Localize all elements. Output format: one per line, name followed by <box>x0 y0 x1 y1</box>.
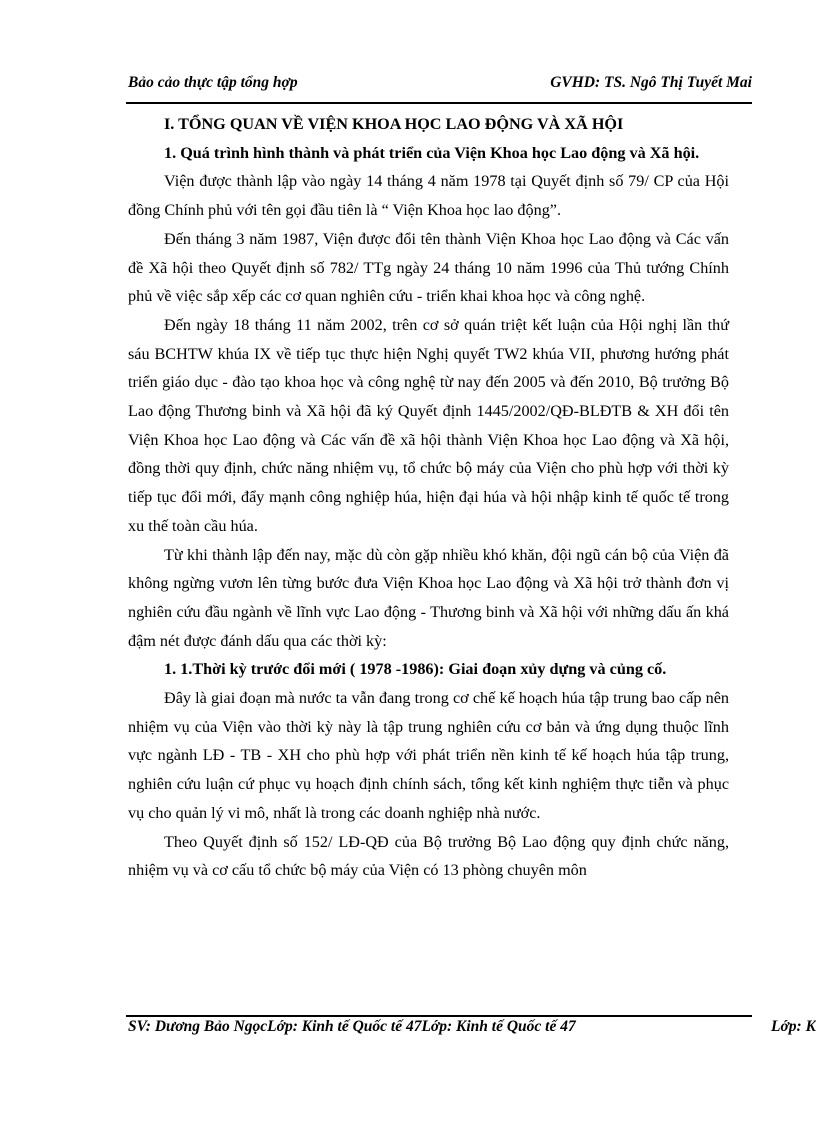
header-supervisor: GVHD: TS. Ngô Thị Tuyết Mai <box>550 74 752 91</box>
subsection-heading: 1. Quá trình hình thành và phát triển của Viện Khoa học Lao động và Xã hội. <box>164 143 700 162</box>
section-title: I. TỔNG QUAN VỀ VIỆN KHOA HỌC LAO ĐỘNG VÀ XÃ HỘI <box>164 115 624 133</box>
body-paragraph: Từ khi thành lập đến nay, mặc dù còn gặp nhiều khó khăn, đội ngũ cán bộ của Viện đã không ngừng vươn lên từng bước đưa Viện Khoa học Lao động và Xã hội trở thành đơn vị nghiên cứu đầu ngành về lĩnh vực Lao động - Thương binh và Xã hội với những dấu ấn khá đậm nét được đánh dấu qua các thời kỳ: <box>128 545 729 650</box>
body-paragraph: Đây là giai đoạn mà nước ta vẫn đang trong cơ chế kế hoạch húa tập trung bao cấp nên nhiệm vụ của Viện vào thời kỳ này là tập trung nghiên cứu cơ bản và ứng dụng thuộc lĩnh vực ngành LĐ - TB - XH cho phù hợp với phát triển nền kinh tế kế hoạch húa tập trung, nghiên cứu luận cứ phục vụ hoạch định chính sách, tổng kết kinh nghiệm thực tiễn và phục vụ cho quản lý vi mô, nhất là trong các doanh nghiệp nhà nước. <box>128 689 729 822</box>
document-body <box>128 110 729 885</box>
body-paragraph: Theo Quyết định số 152/ LĐ-QĐ của Bộ trưởng Bộ Lao động quy định chức năng, nhiệm vụ và cơ cấu tổ chức bộ máy của Viện có 13 phòng chuyên môn <box>128 832 729 880</box>
page-header <box>128 74 752 100</box>
page-footer <box>128 1018 816 1042</box>
footer-divider <box>126 1015 752 1017</box>
header-divider <box>126 102 752 104</box>
footer-student-info: SV: Dương Bảo NgọcLớp: Kinh tế Quốc tế 47Lớp: Kinh tế Quốc tế 47 <box>128 1018 576 1035</box>
body-paragraph: Viện được thành lập vào ngày 14 tháng 4 năm 1978 tại Quyết định số 79/ CP của Hội đồng Chính phủ với tên gọi đầu tiên là “ Viện Khoa học lao động”. <box>128 172 729 220</box>
body-paragraph: Đến ngày 18 tháng 11 năm 2002, trên cơ sở quán triệt kết luận của Hội nghị lần thứ sáu BCHTW khúa IX về tiếp tục thực hiện Nghị quyết TW2 khúa VII, phương hướng phát triển giáo dục - đào tạo khoa học và công nghệ từ nay đến 2005 và đến 2010, Bộ trưởng Bộ Lao động Thương binh và Xã hội đã ký Quyết định 1445/2002/QĐ-BLĐTB & XH đổi tên Viện Khoa học Lao động và Các vấn đề xã hội thành Viện Khoa học Lao động và Xã hội, đồng thời quy định, chức năng nhiệm vụ, tổ chức bộ máy của Viện cho phù hợp với thời kỳ tiếp tục đổi mới, đẩy mạnh công nghiệp húa, hiện đại húa và hội nhập kinh tế quốc tế trong xu thế toàn cầu húa. <box>128 315 729 535</box>
body-paragraph: Đến tháng 3 năm 1987, Viện được đổi tên thành Viện Khoa học Lao động và Các vấn đề Xã hội theo Quyết định số 782/ TTg ngày 24 tháng 10 năm 1996 của Thủ tướng Chính phủ về việc sắp xếp các cơ quan nghiên cứu - triển khai khoa học và công nghệ. <box>128 229 729 306</box>
subsection-heading: 1. 1.Thời kỳ trước đổi mới ( 1978 -1986): Giai đoạn xủy dựng và củng cố. <box>164 660 667 679</box>
header-report-title: Bảo cảo thực tập tổng hợp <box>128 74 298 91</box>
footer-class-info: Lớp: K <box>771 1018 816 1035</box>
